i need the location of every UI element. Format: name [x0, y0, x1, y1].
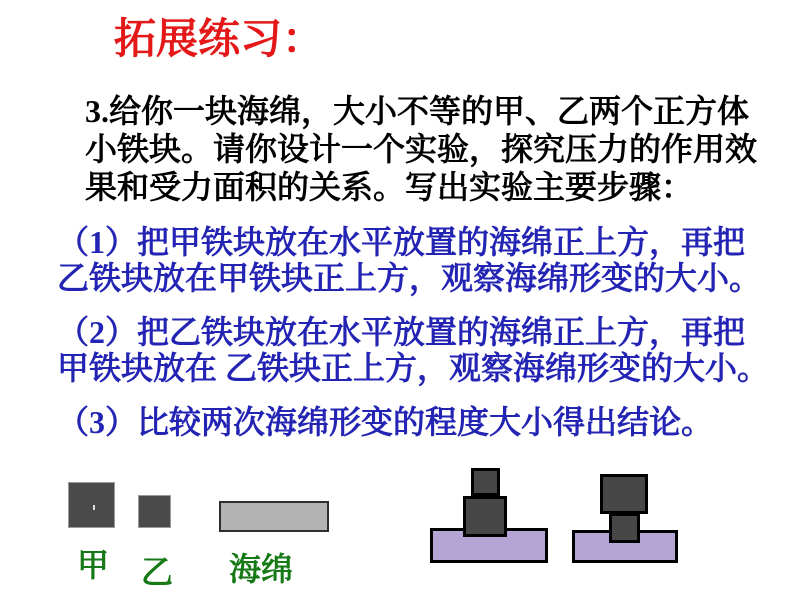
step-2-line-2: 甲铁块放在 乙铁块正上方，观察海绵形变的大小。 — [57, 350, 770, 386]
block-jia-square — [68, 482, 115, 528]
jia-highlight-dot — [93, 505, 95, 510]
step-1-line-1: （1）把甲铁块放在水平放置的海绵正上方，再把 — [57, 224, 746, 260]
step-3-text — [57, 404, 713, 440]
figure-a-block-yi — [471, 468, 500, 496]
label-sponge: 海绵 — [229, 551, 294, 587]
question-line-3: 果和受力面积的关系。写出实验主要步骤： — [85, 169, 694, 205]
step-3-line-1: （3）比较两次海绵形变的程度大小得出结论。 — [57, 404, 714, 440]
question-text — [85, 92, 757, 206]
step-1-text — [57, 224, 761, 296]
sponge-gray-rect — [219, 501, 329, 532]
figure-b-block-jia — [600, 474, 648, 514]
label-jia: 甲 — [77, 547, 110, 583]
figure-b-block-yi — [609, 513, 640, 543]
block-yi-square — [138, 495, 171, 528]
step-2-text — [57, 314, 769, 386]
label-yi: 乙 — [141, 554, 174, 590]
question-line-2: 小铁块。请你设计一个实验，探究压力的作用效 — [85, 131, 758, 167]
step-1-line-2: 乙铁块放在甲铁块正上方，观察海绵形变的大小。 — [57, 260, 762, 296]
step-2-line-1: （2）把乙铁块放在水平放置的海绵正上方，再把 — [57, 314, 746, 350]
figure-a-block-jia — [463, 496, 507, 537]
page-title: 拓展练习： — [114, 17, 325, 63]
question-line-1: 3.给你一块海绵，大小不等的甲、乙两个正方体 — [85, 93, 750, 129]
